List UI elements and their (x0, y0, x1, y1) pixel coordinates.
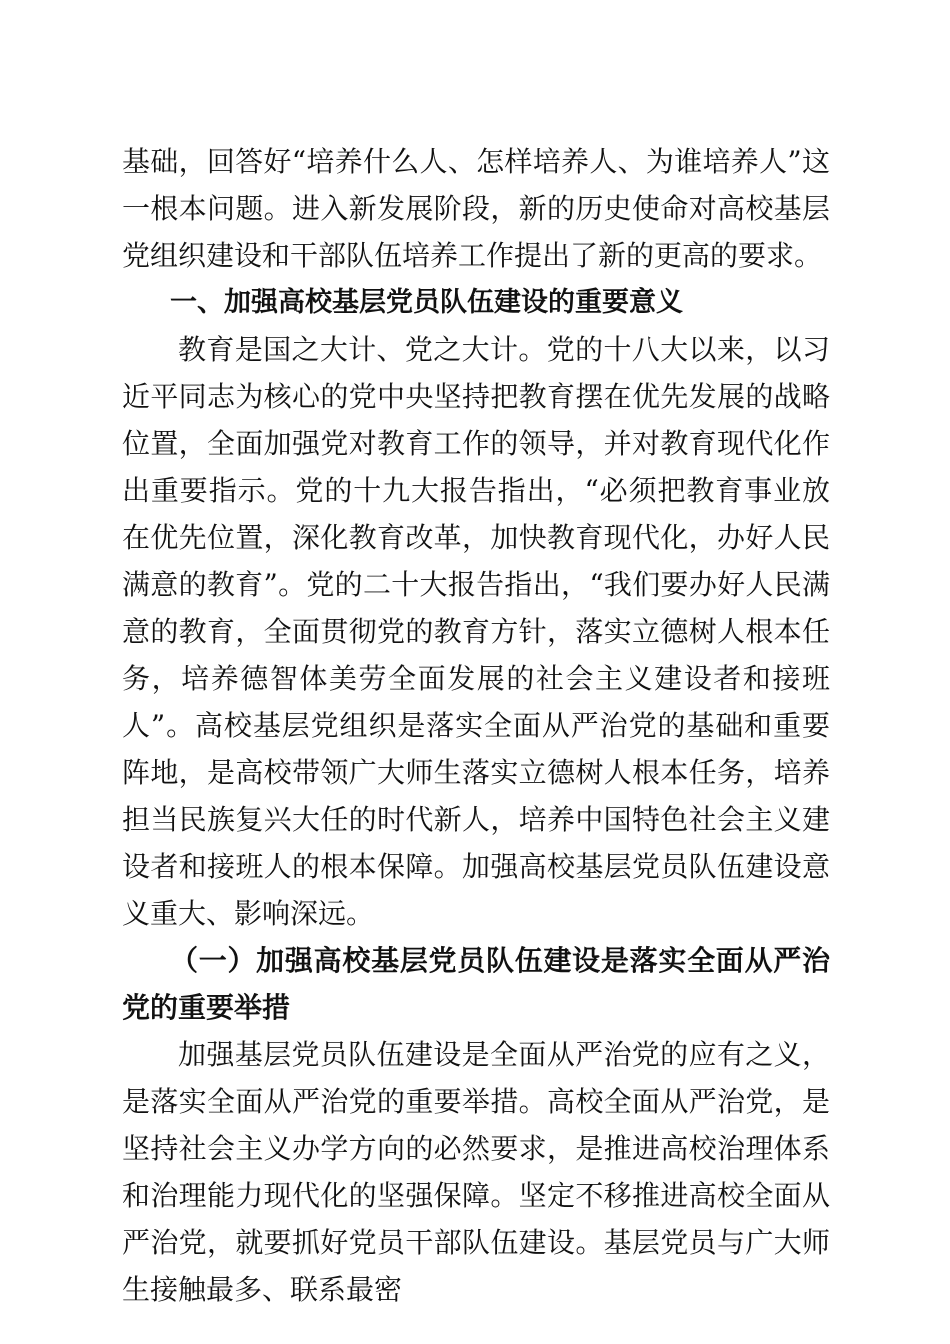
document-body (122, 138, 830, 1313)
section-heading: 一、加强高校基层党员队伍建设的重要意义 (170, 287, 683, 318)
body-paragraph-2: 加强基层党员队伍建设是全面从严治党的应有之义，是落实全面从严治党的重要举措。高校全面从严治党，是坚持社会主义办学方向的必然要求，是推进高校治理体系和治理能力现代化的坚强保障。坚定不移推进高校全面从严治党，就要抓好党员干部队伍建设。基层党员与广大师生接触最多、联系最密 (122, 1038, 830, 1306)
body-paragraph-1: 教育是国之大计、党之大计。党的十八大以来，以习近平同志为核心的党中央坚持把教育摆在优先发展的战略位置，全面加强党对教育工作的领导，并对教育现代化作出重要指示。党的十九大报告指出，“必须把教育事业放在优先位置，深化教育改革，加快教育现代化，办好人民满意的教育”。党的二十大报告指出，“我们要办好人民满意的教育，全面贯彻党的教育方针，落实立德树人根本任务，培养德智体美劳全面发展的社会主义建设者和接班人”。高校基层党组织是落实全面从严治党的基础和重要阵地，是高校带领广大师生落实立德树人根本任务，培养担当民族复兴大任的时代新人，培养中国特色社会主义建设者和接班人的根本保障。加强高校基层党员队伍建设意义重大、影响深远。 (122, 333, 830, 930)
subsection-heading: （一）加强高校基层党员队伍建设是落实全面从严治党的重要举措 (122, 944, 830, 1024)
paragraph-continuation: 基础，回答好“培养什么人、怎样培养人、为谁培养人”这一根本问题。进入新发展阶段，新的历史使命对高校基层党组织建设和干部队伍培养工作提出了新的更高的要求。 (122, 145, 830, 272)
